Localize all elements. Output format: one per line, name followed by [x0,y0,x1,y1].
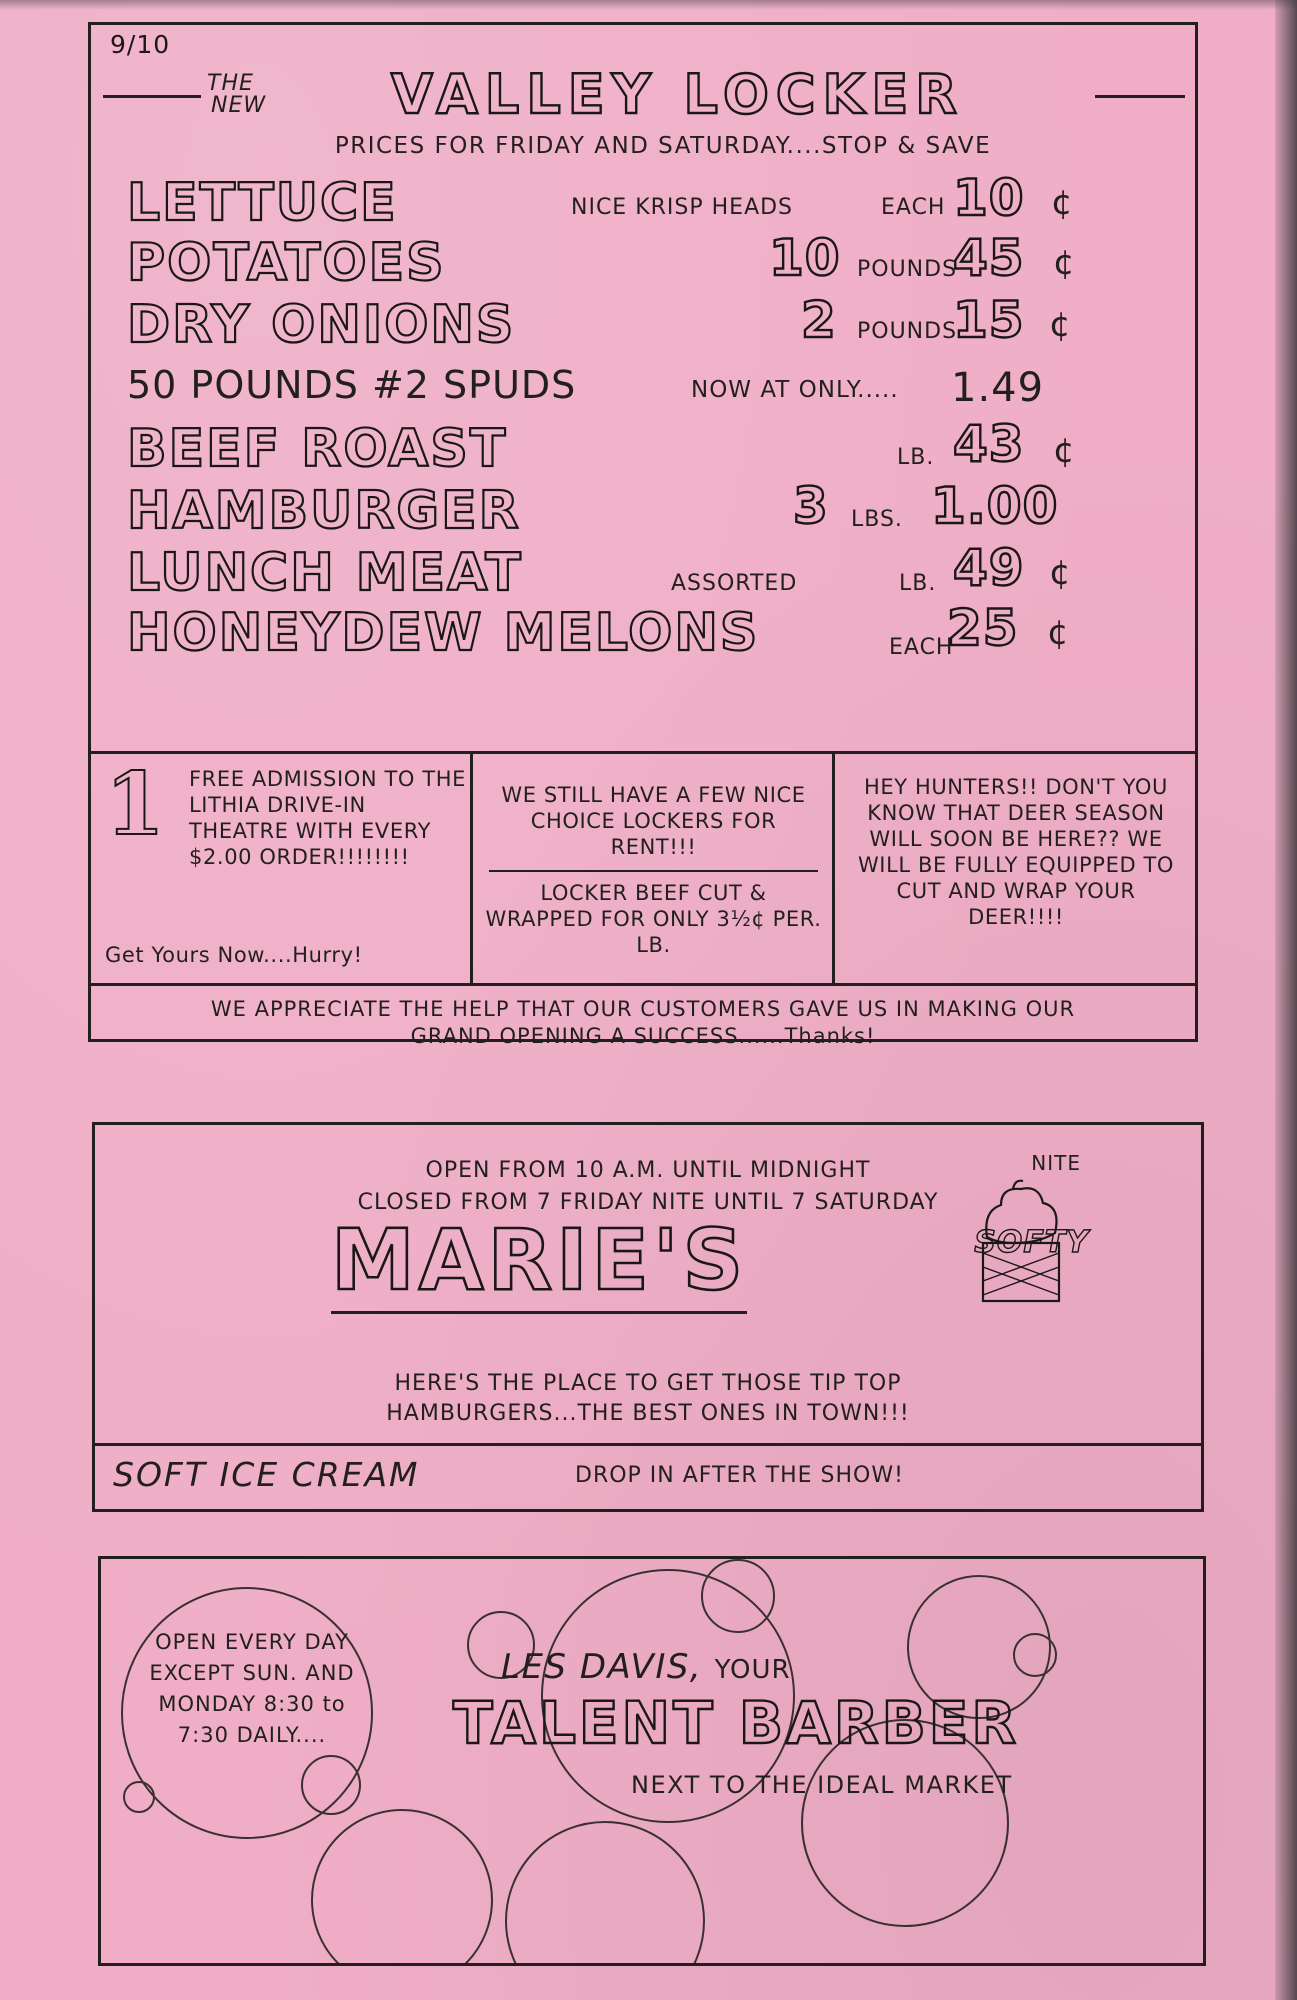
title-rule-right [1095,95,1185,98]
maries-divider [95,1443,1201,1446]
free-admission-box [91,754,473,986]
item-unit: EACH [881,195,946,220]
hunters-text: HEY HUNTERS!! DON'T YOU KNOW THAT DEER SEASON WILL SOON BE HERE?? WE WILL BE FULLY EQUIPPED TO CUT AND WRAP YOUR DEER!!!! [857,775,1175,929]
softy-word: SOFTY [974,1225,1089,1260]
item-price: 15 [953,291,1025,349]
price-row [91,539,1195,607]
item-price: 10 [953,169,1025,227]
lockers-for-rent-text: WE STILL HAVE A FEW NICE CHOICE LOCKERS FOR RENT!!! [501,783,806,859]
price-list [91,169,1195,753]
decorative-circle [505,1821,705,1966]
maries-tag-line-1: HERE'S THE PLACE TO GET THOSE TIP TOP [394,1371,902,1396]
spuds-note: NOW AT ONLY..... [691,377,899,403]
numeral-one: 1 [105,754,165,855]
item-name: DRY ONIONS [127,295,516,355]
spuds-price: 1.49 [951,365,1045,411]
owner-name-text: LES DAVIS, [501,1647,703,1687]
drop-in-after-show-text: DROP IN AFTER THE SHOW! [575,1463,904,1488]
lockers-for-rent-box [473,754,835,986]
talent-barber-ad [98,1556,1206,1966]
item-name: POTATOES [127,233,446,293]
thanks-note [91,983,1195,1054]
item-unit: POUNDS [857,319,958,344]
price-row [91,291,1195,359]
item-note: NICE KRISP HEADS [571,195,794,220]
locker-business-name: VALLEY LOCKER [391,63,964,126]
free-admission-text: FREE ADMISSION TO THE LITHIA DRIVE-IN THEATRE WITH EVERY $2.00 ORDER!!!!!!!! [189,767,467,869]
item-price: 43 [953,415,1025,473]
maries-hours-line-1: OPEN FROM 10 A.M. UNTIL MIDNIGHT [425,1158,871,1183]
scan-edge-top-shadow [0,0,1297,10]
the-new-label [207,73,266,117]
page-number: 9/10 [110,30,171,59]
valley-locker-ad [88,22,1198,1048]
barber-location-text: NEXT TO THE IDEAL MARKET [631,1771,1013,1799]
item-name: HONEYDEW MELONS [127,603,760,663]
cent-sign: ¢ [1053,243,1075,283]
hunters-box [835,754,1195,986]
decorative-circle [701,1559,775,1633]
item-qty: 10 [769,229,841,287]
the-word: THE [207,71,254,96]
item-unit: LBS. [851,507,903,532]
decorative-circle [1013,1633,1057,1677]
locker-subtitle: PRICES FOR FRIDAY AND SATURDAY....STOP & SAVE [334,133,992,159]
item-price: 49 [953,539,1025,597]
maries-tagline [95,1369,1201,1429]
price-row [91,599,1195,669]
decorative-circle [311,1809,493,1966]
maries-hours-line-2: CLOSED FROM 7 FRIDAY NITE UNTIL 7 SATURDAY [357,1190,939,1215]
cent-sign: ¢ [1049,305,1071,345]
new-word: NEW [211,93,267,118]
item-qty: 3 [793,477,829,535]
price-row [91,169,1195,235]
maries-tag-line-2: HAMBURGERS...THE BEST ONES IN TOWN!!! [386,1401,910,1426]
cent-sign: ¢ [1047,613,1069,653]
cent-sign: ¢ [1051,183,1073,223]
item-unit: LB. [897,445,935,470]
item-unit: EACH [889,635,954,660]
item-name: HAMBURGER [127,481,521,541]
barber-owner-name [501,1647,791,1687]
barber-business-name: TALENT BARBER [453,1689,1020,1757]
item-name: LUNCH MEAT [127,543,523,603]
item-qty: 2 [801,291,837,349]
item-price: 45 [953,229,1025,287]
box-divider [489,870,818,872]
get-yours-now-text: Get Yours Now....Hurry! [105,943,363,967]
owner-suffix-text: YOUR [714,1655,791,1685]
cent-sign: ¢ [1053,431,1075,471]
title-rule-left [103,95,201,98]
item-price: 25 [947,599,1019,657]
barber-hours: OPEN EVERY DAY EXCEPT SUN. AND MONDAY 8:30 to 7:30 DAILY.... [149,1630,355,1747]
spuds-text: 50 POUNDS #2 SPUDS [127,363,577,407]
price-row [91,229,1195,297]
item-unit: POUNDS [857,257,958,282]
promo-boxes [91,751,1195,986]
item-note: ASSORTED [671,571,798,596]
maries-business-name: MARIE'S [331,1211,747,1314]
soft-ice-cream-label: SOFT ICE CREAM [113,1455,420,1494]
price-row [91,415,1195,483]
item-price: 1.00 [931,477,1059,535]
cent-sign: ¢ [1049,553,1071,593]
thanks-line-1: WE APPRECIATE THE HELP THAT OUR CUSTOMERS GAVE US IN MAKING OUR [210,997,1076,1021]
price-row [91,477,1195,545]
scan-edge-shadow [1275,0,1297,2000]
thanks-line-2: GRAND OPENING A SUCCESS......Thanks! [410,1024,876,1048]
item-name: LETTUCE [127,173,398,233]
item-unit: LB. [899,571,937,596]
spuds-row [91,359,1195,421]
item-name: BEEF ROAST [127,419,508,479]
nite-word: NITE [1031,1151,1081,1175]
maries-ad [92,1122,1204,1512]
decorative-circle [123,1781,155,1813]
decorative-circle [301,1755,361,1815]
locker-title-row [91,61,1195,126]
locker-beef-cut-text: LOCKER BEEF CUT & WRAPPED FOR ONLY 3½¢ PER. LB. [485,881,822,957]
